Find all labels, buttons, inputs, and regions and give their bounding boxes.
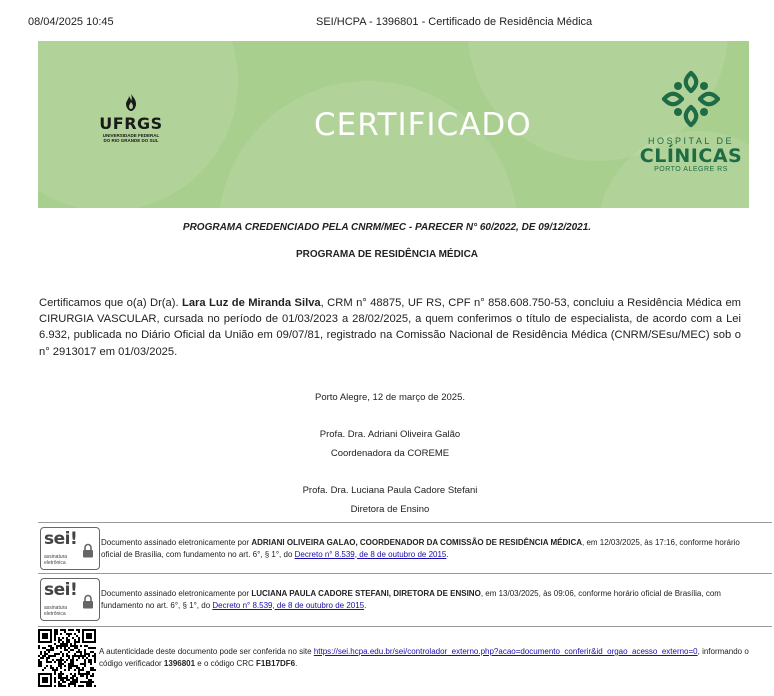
ufrgs-subtitle-1: UNIVERSIDADE FEDERAL [102,133,160,138]
ufrgs-flame-icon [121,93,141,113]
seal-sublabel: assinatura eletrônica [44,554,68,566]
ufrgs-logo [98,93,164,143]
resident-name: Lara Luz de Miranda Silva [182,297,321,309]
place-date: Porto Alegre, 12 de março de 2025. [315,392,465,403]
signer-2-name: Profa. Dra. Luciana Paula Cadore Stefani [302,485,478,496]
verification-code: 1396801 [163,658,196,668]
hospital-line-1: HOSPITAL DE [647,136,734,146]
document-title: SEI/HCPA - 1396801 - Certificado de Residência Médica [316,16,593,28]
program-accreditation: PROGRAMA CREDENCIADO PELA CNRM/MEC - PARECER N° 60/2022, DE 09/12/2021. [182,222,592,233]
certificate-body [39,295,741,360]
decree-link-1[interactable]: Decreto n° 8.539, de 8 de outubro de 2015 [294,549,447,559]
program-name: PROGRAMA DE RESIDÊNCIA MÉDICA [295,249,479,260]
sei-seal-icon [40,527,100,570]
signature-block-1 [38,522,772,573]
signer-1-role: Coordenadora da COREME [330,448,450,459]
seal-label: sei! [44,580,78,600]
hospital-logo [636,69,746,173]
authenticity-divider [38,626,772,627]
signer-2-role: Diretora de Ensino [350,504,430,515]
ufrgs-name: UFRGS [99,114,163,133]
print-datetime: 08/04/2025 10:45 [28,16,114,28]
certificate-banner [38,41,749,208]
qr-code-icon[interactable] [38,629,96,687]
decree-link-2[interactable]: Decreto n° 8.539, de 8 de outubro de 2015 [212,600,365,610]
signature-block-2 [38,573,772,626]
lock-icon [82,543,94,558]
certificate-text-part1: Certificamos que o(a) Dr(a). [39,297,182,309]
authenticity-notice: A autenticidade deste documento pode ser conferida no site https://sei.hcpa.edu.br/sei/controlador_externo.php?acao=documento_conferir&id_orgao_acesso_externo=0, informando o código verificador 1396801 e o código CRC F1B17DF6. [99,647,749,668]
lock-icon [82,594,94,609]
hospital-line-2: CLÍNICAS [639,145,743,167]
ufrgs-subtitle-2: DO RIO GRANDE DO SUL [103,138,159,143]
verification-link[interactable]: https://sei.hcpa.edu.br/sei/controlador_externo.php?acao=documento_conferir&id_orgao_acesso_externo=0 [313,647,698,656]
hospital-line-3: PORTO ALEGRE RS [654,166,728,173]
signature-text-2: Documento assinado eletronicamente por LUCIANA PAULA CADORE STEFANI, DIRETORA DE ENSINO, em 13/03/2025, às 09:06, conforme horário oficial de Brasília, com fundamento no art. 6°, § 1°, do Decreto n° 8.539, de 8 de outubro de 2015. [101,589,721,610]
certificate-heading: CERTIFICADO [314,107,532,143]
seal-label: sei! [44,529,78,549]
certificate-text-part2: , CRM n° 48875, UF RS, CPF n° 858.608.750-53, concluiu a Residência Médica em CIRURGIA VASCULAR, cursada no período de 01/03/2023 a 28/02/2025, a quem conferimos o título de especialista, de acordo com a Lei 6.932, publicada no Diário Oficial da União em 09/07/81, registrado na Comissão Nacional de Residência Médica (CNRM/SEsu/MEC) sob o n° 2913017 em 01/03/2025. [39,297,741,358]
signature-text-1: Documento assinado eletronicamente por ADRIANI OLIVEIRA GALAO, COORDENADOR DA COMISSÃO DE RESIDÊNCIA MÉDICA, em 12/03/2025, às 17:16, conforme horário oficial de Brasília, com fundamento no art. 6°, § 1°, do Decreto n° 8.539, de 8 de outubro de 2015. [101,538,740,559]
signature-signer-1: ADRIANI OLIVEIRA GALAO, COORDENADOR DA COMISSÃO DE RESIDÊNCIA MÉDICA [251,538,582,547]
signature-signer-2: LUCIANA PAULA CADORE STEFANI, DIRETORA DE ENSINO [251,589,481,598]
hospital-clinicas-icon [660,69,722,129]
signer-1-name: Profa. Dra. Adriani Oliveira Galão [319,429,461,440]
crc-code: F1B17DF6 [256,658,296,668]
seal-sublabel: assinatura eletrônica [44,605,68,617]
sei-seal-icon [40,578,100,621]
